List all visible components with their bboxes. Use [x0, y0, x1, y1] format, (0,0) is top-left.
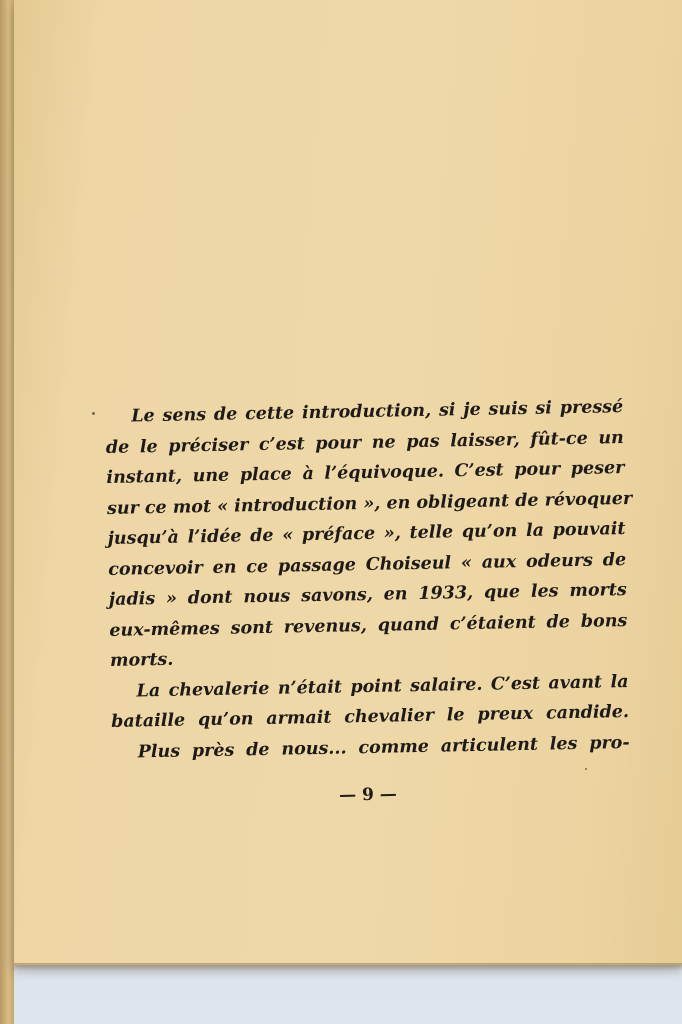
text-line: sur ce mot « introduction », en obligeant de révoquer [106, 488, 633, 519]
text-line: instant, une place à l’équivoque. C’est pour peser [106, 458, 625, 488]
book-spine-edge [0, 0, 14, 1024]
text-line: concevoir en ce passage Choiseul « aux odeurs de [108, 549, 627, 580]
text-line: bataille qu’on armait chevalier le preux candide. [110, 701, 630, 732]
text-line: morts. [109, 649, 174, 671]
text-line: Le sens de cette introduction, si je suis si pressé [131, 397, 624, 427]
text-line: de le préciser c’est pour ne pas laisser, fût-ce un [105, 427, 624, 458]
page-number: — 9 — [338, 784, 398, 806]
text-line: jusqu’à l’idée de « préface », telle qu’on la pouvait [107, 519, 626, 549]
text-line: eux-mêmes sont revenus, quand c’étaient de bons [109, 610, 628, 641]
body-text [105, 392, 633, 768]
text-line: jadis » dont nous savons, en 1933, que les morts [108, 580, 627, 610]
paper-speck [92, 412, 95, 415]
text-line: La chevalerie n’était point salaire. C’est avant la [136, 671, 629, 701]
text-line: Plus près de nous... comme articulent les pro- [137, 732, 630, 762]
page-shadow [14, 963, 682, 971]
paper-speck [585, 768, 587, 770]
